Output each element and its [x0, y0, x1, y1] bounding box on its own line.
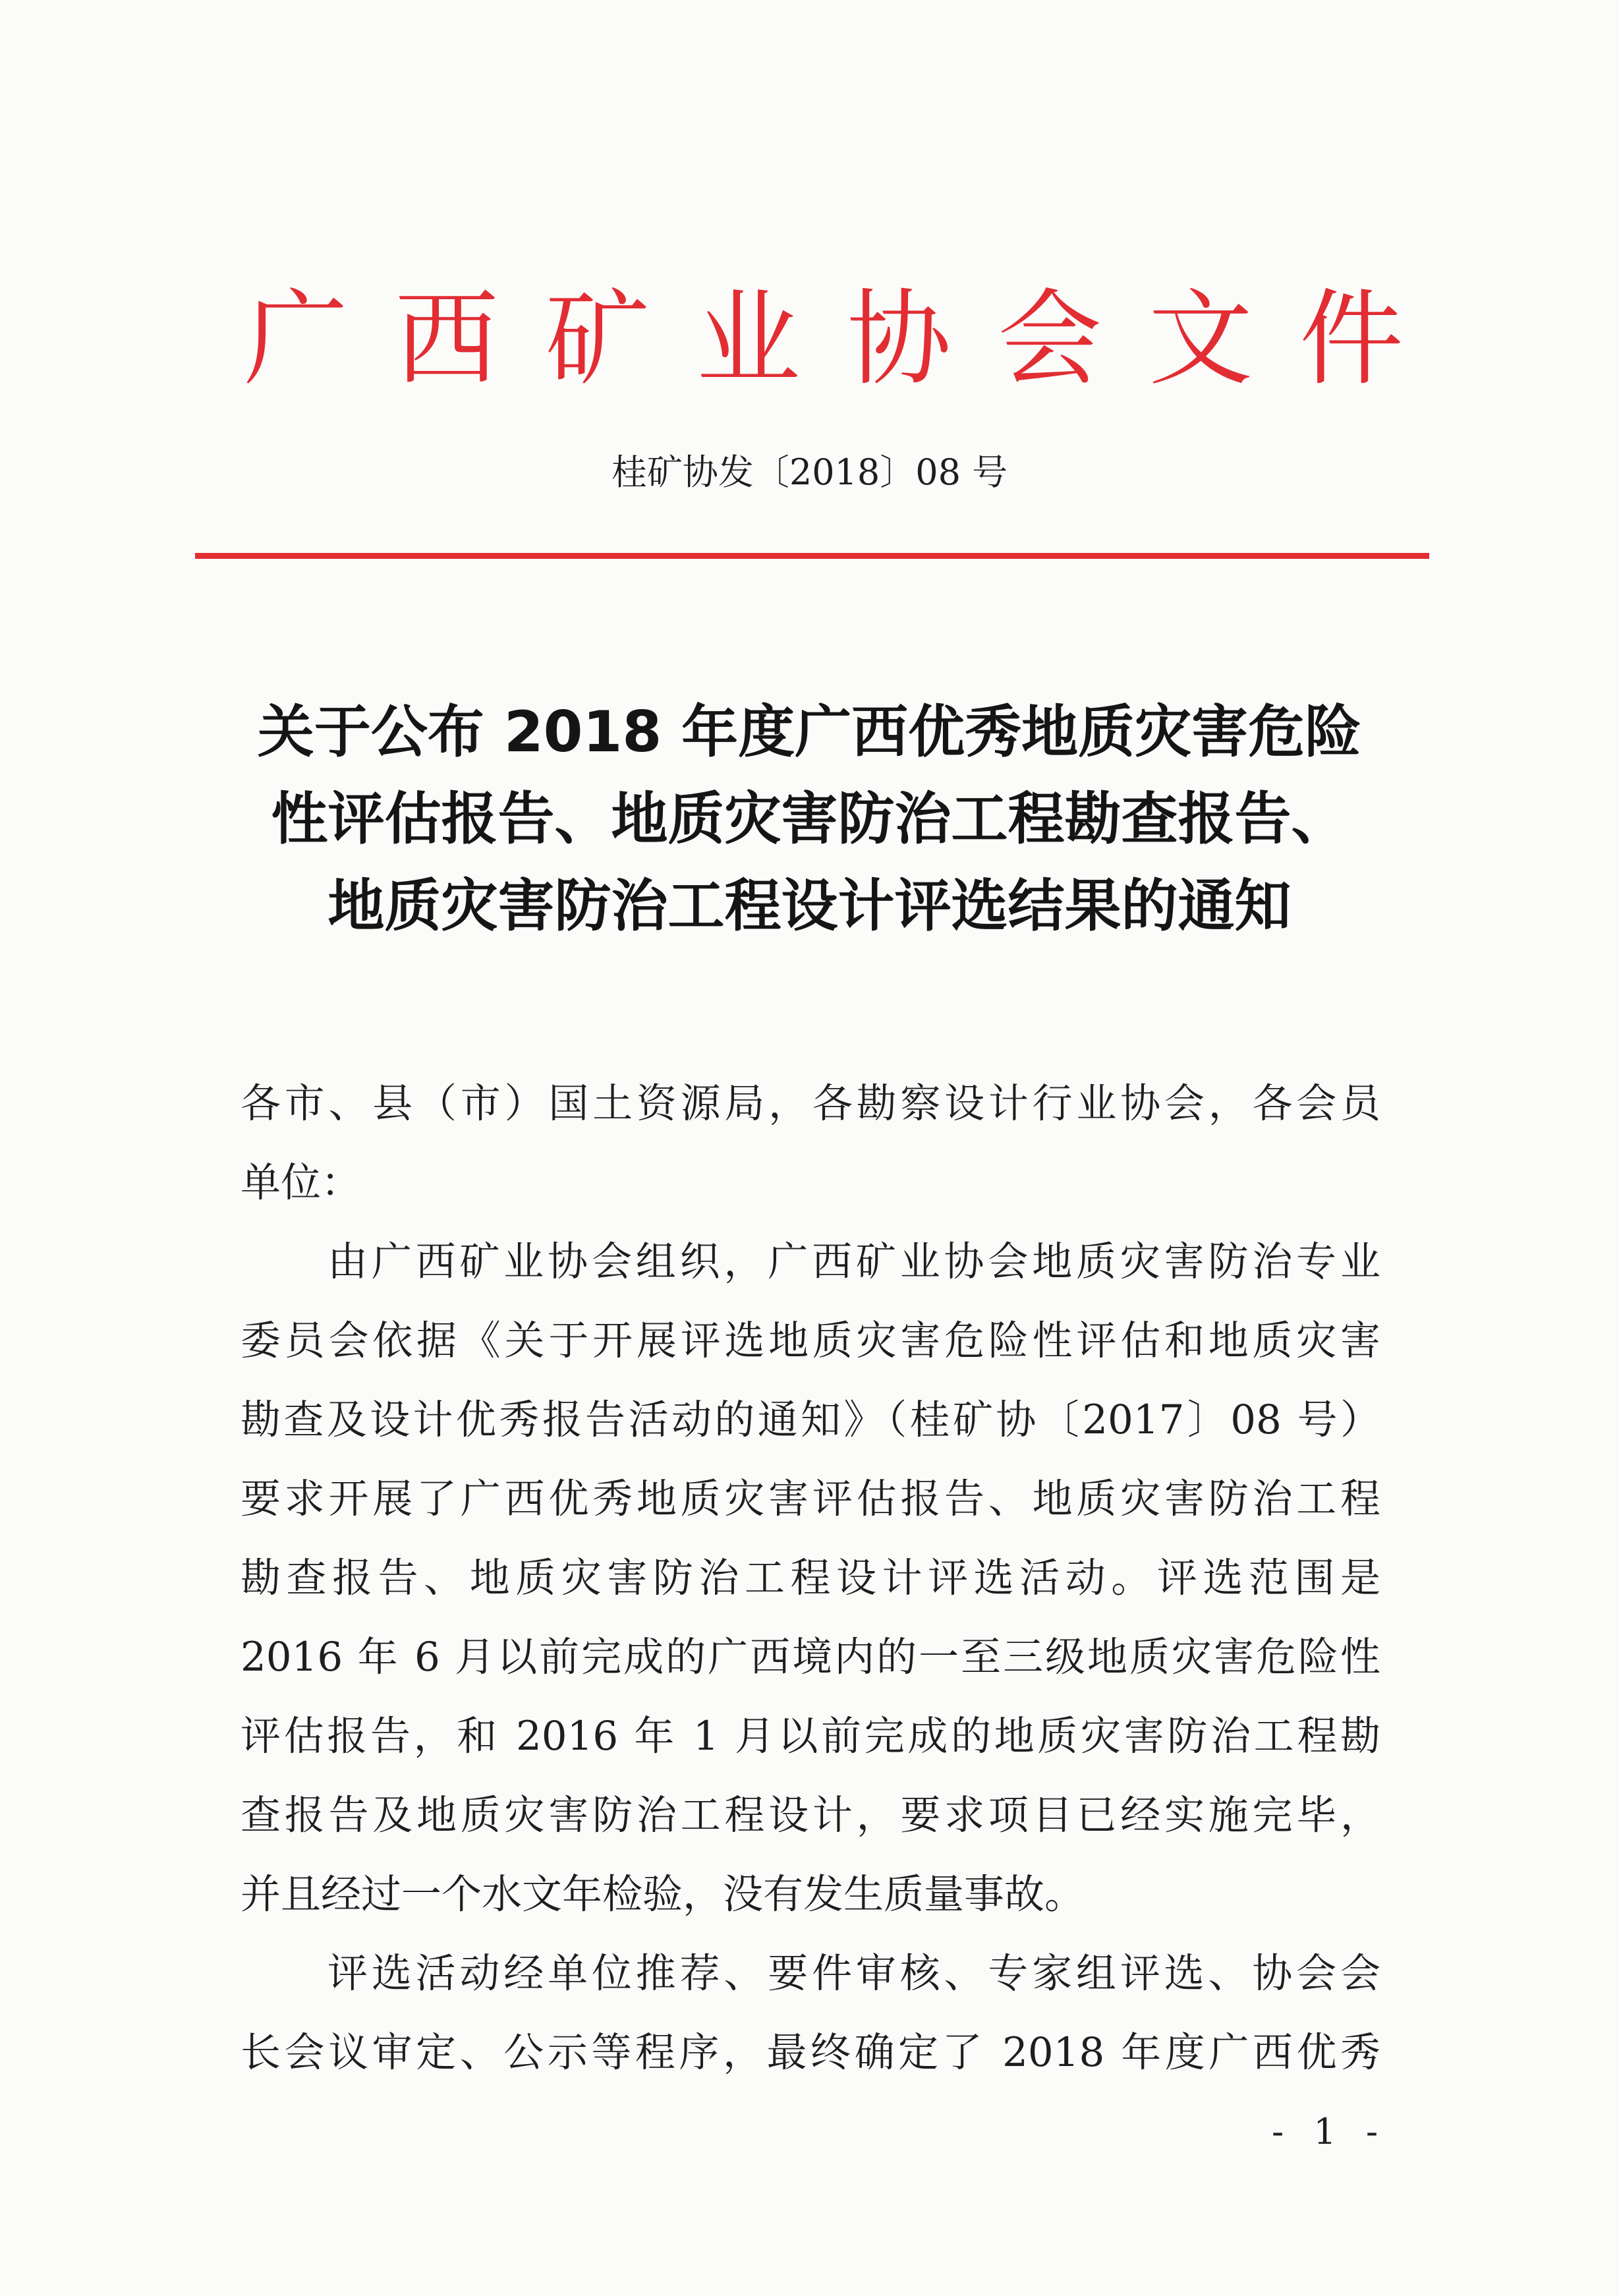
org-title-char: 会: [998, 279, 1102, 400]
notice-title-line: 地质灾害防治工程设计评选结果的通知: [327, 873, 1292, 939]
body-text-line: 查报告及地质灾害防治工程设计，要求项目已经实施完毕，: [241, 1792, 1380, 1839]
notice-title: [0, 689, 1619, 950]
body-text-line: 评选活动经单位推荐、要件审核、专家组评选、协会会: [327, 1950, 1380, 1997]
org-title-char: 业: [696, 279, 801, 400]
body-text-line: 由广西矿业协会组织，广西矿业协会地质灾害防治专业: [327, 1238, 1380, 1285]
org-title-char: 文: [1149, 279, 1253, 400]
addressee-line: 单位：: [241, 1159, 362, 1206]
document-number: 桂矿协发〔2018〕08 号: [611, 451, 1008, 493]
org-title-char: 协: [847, 279, 952, 400]
document-header: [0, 0, 1619, 580]
notice-body: [241, 1064, 1380, 2092]
body-text-line: 委员会依据《关于开展评选地质灾害危险性评估和地质灾害: [241, 1317, 1380, 1364]
org-title-char: 广: [244, 279, 348, 400]
issuing-organization-title: [244, 273, 1404, 405]
org-title-char: 件: [1299, 279, 1404, 400]
body-text-line: 要求开展了广西优秀地质灾害评估报告、地质灾害防治工程: [241, 1476, 1380, 1522]
org-title-char: 西: [394, 279, 499, 400]
org-title-char: 矿: [545, 279, 650, 400]
body-text-line: 长会议审定、公示等程序，最终确定了 2018 年度广西优秀: [241, 2029, 1380, 2076]
body-text-line: 勘查及设计优秀报告活动的通知》（桂矿协〔2017〕08 号）: [241, 1396, 1380, 1443]
body-text-line: 2016 年 6 月以前完成的广西境内的一至三级地质灾害危险性: [241, 1634, 1380, 1680]
notice-title-line: 性评估报告、地质灾害防治工程勘查报告、: [271, 786, 1348, 852]
red-header-rule: [195, 553, 1429, 559]
body-text-line: 勘查报告、地质灾害防治工程设计评选活动。评选范围是: [241, 1555, 1380, 1601]
page-number: - 1 -: [1272, 2111, 1388, 2152]
body-text-line: 评估报告，和 2016 年 1 月以前完成的地质灾害防治工程勘: [241, 1713, 1380, 1760]
notice-title-line: 关于公布 2018 年度广西优秀地质灾害危险: [257, 699, 1362, 765]
body-text-line: 并且经过一个水文年检验，没有发生质量事故。: [241, 1871, 1085, 1918]
addressee-line: 各市、县（市）国土资源局，各勘察设计行业协会，各会员: [241, 1080, 1380, 1127]
